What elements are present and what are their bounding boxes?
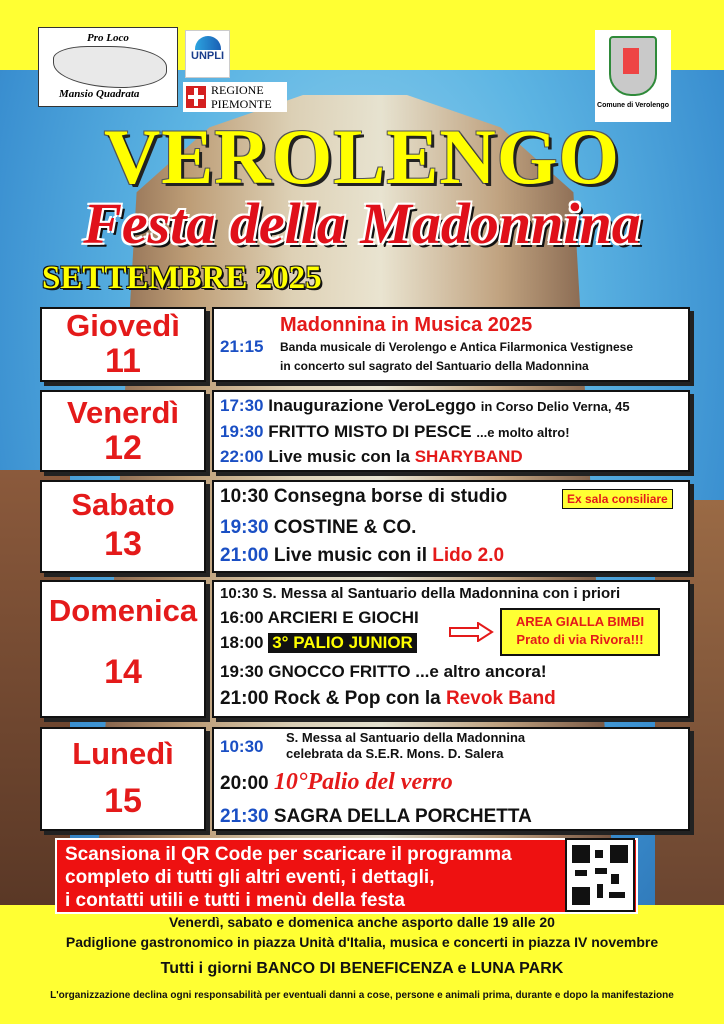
events-box-sabato: [212, 480, 690, 573]
event-text: GNOCCO FRITTO ...e altro ancora!: [268, 662, 547, 681]
event-date: SETTEMBRE 2025: [42, 260, 322, 296]
day-box-domenica: [40, 580, 206, 718]
event-desc: in concerto sul sagrato del Santuario della Madonnina: [280, 359, 589, 373]
kids-area-box: [500, 608, 660, 656]
event-time: 22:00: [220, 447, 264, 466]
event-time: 19:30: [220, 662, 264, 681]
footer-line: Venerdì, sabato e domenica anche asporto dalle 19 alle 20: [169, 914, 555, 930]
footer-line: Padiglione gastronomico in piazza Unità d'Italia, musica e concerti in piazza IV novembre: [65, 934, 659, 950]
event-row: [220, 585, 620, 602]
map-icon: [53, 46, 167, 88]
event-time: 10:30: [220, 585, 259, 602]
day-box-venerdi: [40, 390, 206, 472]
day-box-giovedi: [40, 307, 206, 382]
day-name: Lunedì: [72, 736, 174, 771]
event-time: 21:30: [220, 806, 269, 827]
event-row: [220, 447, 523, 467]
day-name: Giovedì: [66, 308, 180, 343]
day-number: 12: [104, 429, 142, 468]
comune-caption: Comune di Verolengo: [597, 102, 669, 109]
qr-code-icon[interactable]: [565, 838, 635, 912]
event-text: Rock & Pop con la: [273, 688, 441, 709]
proloco-logo: [38, 27, 178, 107]
qr-banner-line: completo di tutti gli altri eventi, i dettagli,: [65, 867, 435, 888]
event-text: Consegna borse di studio: [273, 486, 508, 507]
event-row: [220, 396, 630, 416]
event-text: Live music con la: [268, 447, 410, 466]
event-text: celebrata da S.E.R. Mons. D. Salera: [286, 746, 504, 761]
proloco-logo-text-top: Pro Loco: [87, 32, 129, 44]
day-box-sabato: [40, 480, 206, 573]
unpli-logo: [185, 30, 230, 78]
event-row: [220, 662, 547, 682]
event-row: [220, 769, 453, 796]
regione-text: REGIONE: [211, 83, 264, 97]
event-row: [220, 517, 416, 539]
day-number: 15: [104, 782, 142, 821]
event-text: FRITTO MISTO DI PESCE: [268, 422, 472, 441]
qr-banner: [55, 838, 638, 914]
day-number: 14: [104, 653, 142, 692]
event-title: Madonnina in Musica 2025: [280, 314, 533, 336]
event-subtitle: Festa della Madonnina: [83, 191, 641, 256]
event-text: Live music con il: [273, 545, 427, 566]
event-text: COSTINE & CO.: [273, 517, 417, 538]
events-box-lunedi: [212, 727, 690, 831]
event-row: [220, 688, 556, 710]
event-extra: ...e molto altro!: [476, 425, 570, 440]
event-time: 21:00: [220, 545, 269, 566]
page-title: VEROLENGO: [103, 113, 621, 200]
piemonte-flag-icon: [186, 86, 206, 108]
event-extra: in Corso Delio Verna, 45: [480, 399, 630, 414]
event-row: [220, 633, 417, 653]
arrow-right-icon: [448, 622, 494, 642]
event-row: [220, 486, 507, 508]
unpli-arc-icon: [195, 36, 221, 50]
event-row: [220, 422, 570, 442]
event-text: S. Messa al Santuario della Madonnina: [286, 730, 526, 745]
event-highlight: Revok Band: [445, 688, 556, 709]
coat-of-arms-icon: [609, 36, 657, 96]
event-desc: Banda musicale di Verolengo e Antica Filarmonica Vestignese: [280, 340, 634, 354]
event-time: 10:30: [220, 486, 269, 507]
event-time: 19:30: [220, 517, 269, 538]
event-time: 20:00: [220, 773, 269, 794]
event-time: 17:30: [220, 396, 264, 415]
kids-area-title: AREA GIALLA BIMBI: [515, 614, 645, 629]
day-name: Venerdì: [67, 395, 179, 430]
footer-highlight: Tutti i giorni BANCO DI BENEFICENZA e LUNA PARK: [160, 960, 564, 977]
unpli-logo-text: UNPLI: [191, 50, 224, 62]
comune-logo: [595, 30, 671, 122]
event-row: [220, 608, 419, 628]
events-box-giovedi: [212, 307, 690, 382]
piemonte-text: PIEMONTE: [211, 97, 272, 111]
location-tag: Ex sala consiliare: [562, 489, 673, 509]
event-highlight: Lido 2.0: [432, 545, 505, 566]
event-time: 21:00: [220, 688, 269, 709]
day-number: 13: [104, 525, 142, 564]
event-text: SAGRA DELLA PORCHETTA: [273, 806, 532, 827]
day-name: Sabato: [71, 487, 175, 522]
day-box-lunedi: [40, 727, 206, 831]
event-time: 10:30: [220, 737, 264, 756]
event-time: 19:30: [220, 422, 264, 441]
event-text: ARCIERI E GIOCHI: [267, 608, 419, 627]
event-text: Inaugurazione VeroLeggo: [268, 396, 477, 415]
event-row: [220, 806, 532, 828]
event-text: S. Messa al Santuario della Madonnina con i priori: [262, 585, 621, 602]
event-time: 16:00: [220, 608, 264, 627]
regione-piemonte-logo: [183, 82, 287, 112]
event-time: 18:00: [220, 633, 264, 652]
day-number: 11: [105, 342, 141, 381]
palio-junior-label: 3° PALIO JUNIOR: [268, 633, 417, 653]
qr-banner-line: Scansiona il QR Code per scaricare il programma: [65, 844, 512, 865]
event-time: 21:15: [220, 337, 264, 356]
event-row: [220, 545, 504, 567]
proloco-logo-text-bottom: Mansio Quadrata: [59, 88, 140, 100]
event-highlight: SHARYBAND: [414, 447, 523, 466]
events-box-venerdi: [212, 390, 690, 472]
kids-area-location: Prato di via Rivora!!!: [516, 632, 644, 648]
day-name: Domenica: [48, 593, 198, 628]
qr-banner-line: i contatti utili e tutti i menù della festa: [65, 890, 405, 911]
footer-disclaimer: L'organizzazione declina ogni responsabilità per eventuali danni a cose, persone e animali prima, durante e dopo la manifestazione: [50, 990, 674, 1001]
event-text: 10°Palio del verro: [273, 769, 453, 795]
